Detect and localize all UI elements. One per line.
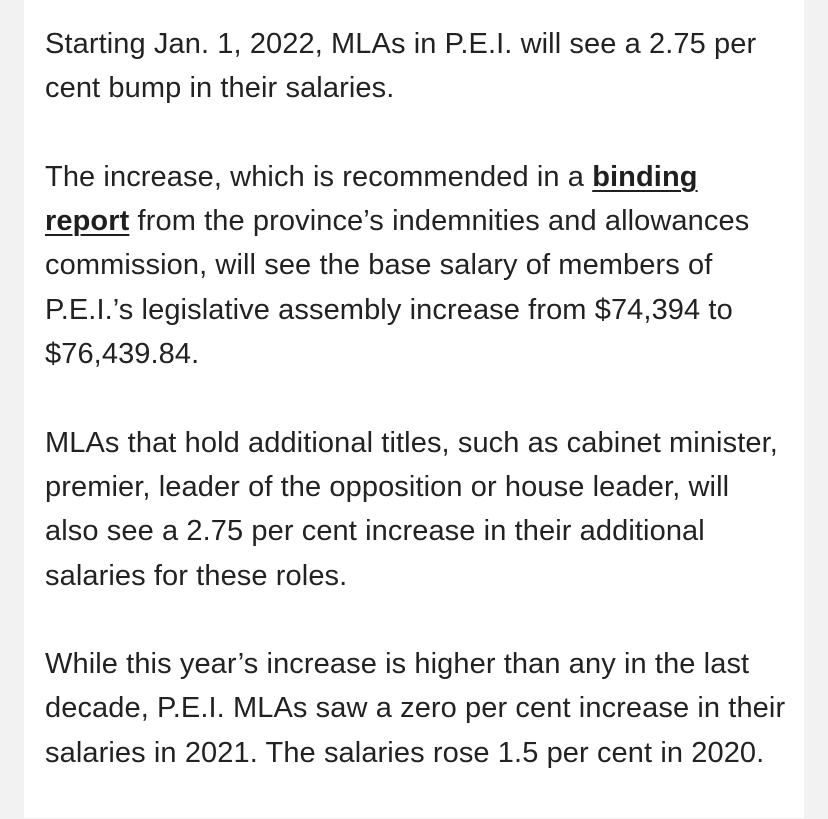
paragraph-2-intro: The increase, which is recommended in a <box>45 160 593 193</box>
paragraph-1: Starting Jan. 1, 2022, MLAs in P.E.I. will see a 2.75 per cent bump in their salaries. <box>45 28 757 105</box>
paragraph-4: While this year’s increase is higher than any in the last decade, P.E.I. MLAs saw a zero per cent increase in their salaries in 2021. The salaries rose 1.5 per cent in 2020. <box>45 648 786 769</box>
article-body <box>45 22 790 819</box>
paragraph-2-rest: from the province’s indemnities and allowances commission, will see the base salary of members of P.E.I.’s legislative assembly increase from $74,394 to $76,439.84. <box>45 205 750 371</box>
binding-report-link[interactable]: binding report <box>45 160 698 238</box>
paragraph-3: MLAs that hold additional titles, such as cabinet minister, premier, leader of the opposition or house leader, will also see a 2.75 per cent increase in their additional salaries for these roles. <box>45 426 778 592</box>
article-page <box>24 0 804 818</box>
paragraph-2 <box>45 155 790 376</box>
